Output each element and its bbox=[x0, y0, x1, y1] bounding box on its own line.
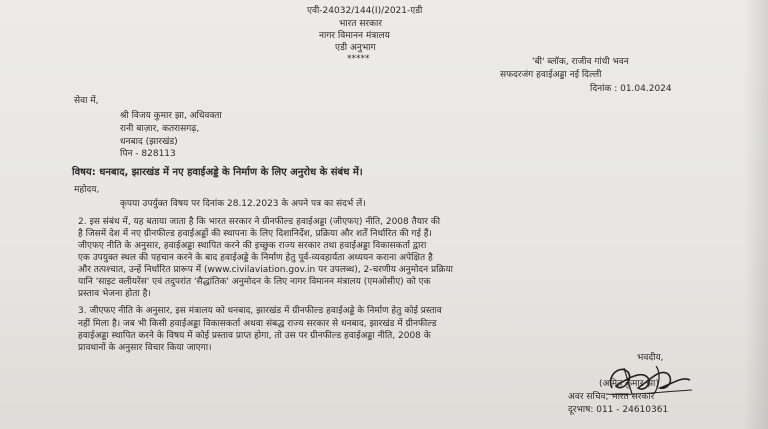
paragraph-2-line: है जिसमें देश में नए ग्रीनफील्ड हवाईअड्डों की स्थापना के लिए दिशानिर्देश, प्रक्रिया और शर्तें निर्धारित की गई हैं। bbox=[78, 229, 432, 239]
letter-date: दिनांक : 01.04.2024 bbox=[590, 84, 672, 94]
file-number: एवी-24032/144(I)/2021-एडी bbox=[307, 6, 423, 16]
closing-yours: भवदीय, bbox=[637, 353, 664, 363]
address-line-1: 'बी' ब्लॉक, राजीव गांधी भवन bbox=[532, 57, 629, 67]
paragraph-2-line: यानि 'साइट क्लीयरेंस' एवं तदुपरांत 'सैद्धांतिक' अनुमोदन के लिए नागर विमानन मंत्रालय (एमओसीए) को एक bbox=[78, 277, 431, 287]
recipient-line-3: धनबाद (झारखंड) bbox=[120, 137, 178, 147]
govt-name: भारत सरकार bbox=[339, 19, 383, 29]
recipient-name: श्री विजय कुमार झा, अधिवक्ता bbox=[120, 111, 222, 121]
paragraph-3-line: 3. जीएफए नीति के अनुसार, इस मंत्रालय को धनबाद, झारखंड में ग्रीनफील्ड हवाईअड्डे के निर्माण हेतु कोई प्रस्ताव bbox=[78, 306, 442, 316]
paragraph-1: कृपया उपर्युक्त विषय पर दिनांक 28.12.2023 के अपने पत्र का संदर्भ लें। bbox=[120, 199, 366, 209]
paragraph-3-line: नहीं मिला है। जब भी किसी हवाईअड्डा विकासकर्ता अथवा संबद्ध राज्य सरकार से धनबाद, झारखंड में ग्रीनफील्ड bbox=[78, 319, 437, 329]
paragraph-3-line: प्रावधानों के अनुसार विचार किया जाएगा। bbox=[78, 343, 212, 353]
paragraph-3-line: हवाईअड्डा स्थापित करने के विषय में कोई प्रस्ताव प्राप्त होगा, तो उस पर ग्रीनफील्ड हवाईअड्डा नीति, 2008 के bbox=[78, 331, 431, 341]
recipient-line-2: रानी बाज़ार, कतरासगढ़, bbox=[120, 124, 200, 134]
paragraph-2-line: जीएफए नीति के अनुसार, हवाईअड्डा स्थापित करने की इच्छुक राज्य सरकार तथा हवाईअड्डा विकासकर्ता द्वारा bbox=[78, 241, 427, 251]
page-shadow bbox=[744, 0, 768, 429]
paragraph-2-line: एक उपयुक्त स्थल की पहचान करने के बाद हवाईअड्डे के निर्माण हेतु पूर्व-व्यवहार्यता अध्ययन कराना अपेक्षित है bbox=[78, 253, 433, 263]
paragraph-2-line: प्रस्ताव भेजना होता है। bbox=[78, 289, 151, 299]
paragraph-2-line: 2. इस संबंध में, यह बताया जाता है कि भारत सरकार ने ग्रीनफील्ड हवाईअड्डा (जीएफए) नीति, 2008 तैयार की bbox=[78, 217, 441, 227]
section-name: एडी अनुभाग bbox=[335, 43, 376, 53]
recipient-pin: पिन - 828113 bbox=[120, 149, 176, 159]
header-stars: ***** bbox=[347, 54, 370, 64]
signatory-phone: दूरभाष: 011 - 24610361 bbox=[568, 405, 669, 415]
subject-line: विषय: धनबाद, झारखंड में नए हवाईअड्डे के निर्माण के लिए अनुरोध के संबंध में। bbox=[72, 167, 363, 178]
signatory-designation: अवर सचिव, भारत सरकार bbox=[568, 392, 655, 402]
salutation: महोदय, bbox=[74, 185, 100, 195]
signatory-name: (अमित कुमार झा) bbox=[599, 379, 659, 389]
paragraph-2-line: और तत्पश्चात, उन्हें निर्धारित प्रारूप में (www.civilaviation.gov.in पर उपलब्ध), 2-चरणीय अनुमोदन प्रक्रिया bbox=[78, 265, 453, 275]
ministry-name: नागर विमानन मंत्रालय bbox=[319, 31, 390, 41]
to-label: सेवा में, bbox=[74, 96, 99, 106]
address-line-2: सफदरजंग हवाईअड्डा नई दिल्ली bbox=[500, 70, 602, 80]
